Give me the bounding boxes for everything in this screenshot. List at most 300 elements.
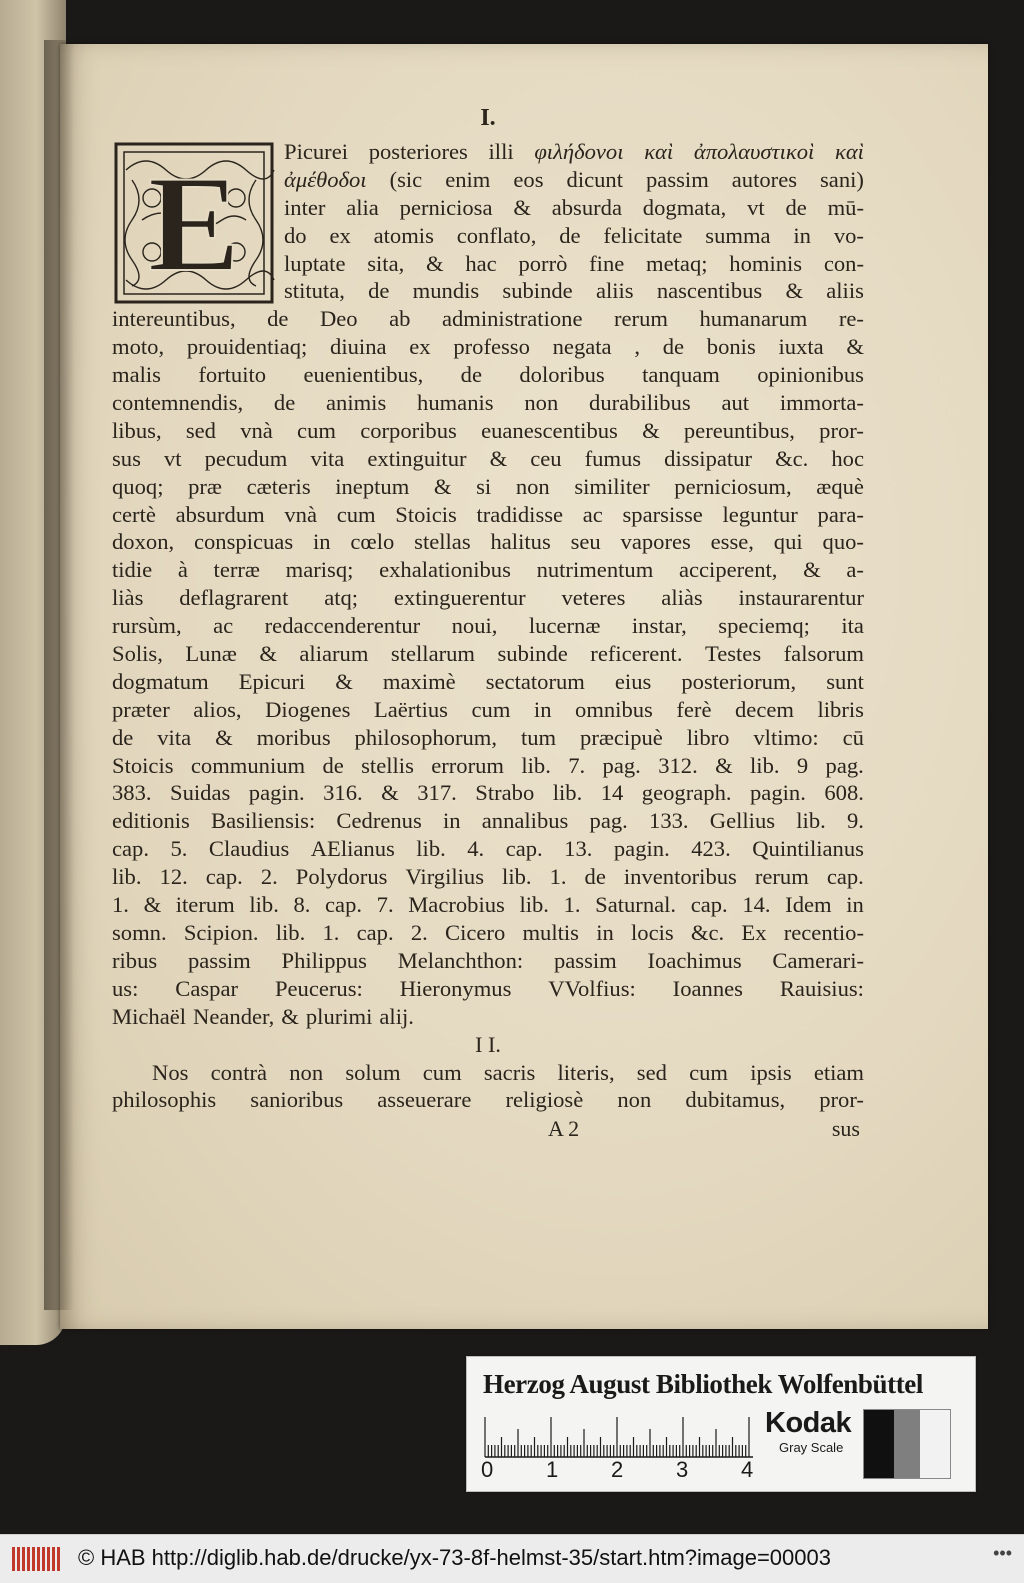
word: vt <box>747 194 765 220</box>
word: Deo <box>319 306 358 332</box>
word: Basiliensis: <box>211 808 316 834</box>
word: vltimo: <box>753 724 819 750</box>
word: 7. <box>376 892 394 918</box>
word: literis, <box>557 1059 615 1085</box>
word: non <box>515 473 550 499</box>
word: qui <box>773 529 803 555</box>
word: Nos <box>152 1059 189 1085</box>
page-text-block <box>112 98 864 1144</box>
word: pagin. <box>613 836 670 862</box>
word: cap. <box>505 836 543 862</box>
ruler-number: 2 <box>611 1457 624 1482</box>
caption-bar <box>0 1534 1024 1583</box>
word: tum <box>520 724 557 750</box>
word: perniciosa <box>399 194 493 220</box>
brand-sub-label: Gray Scale <box>779 1440 844 1455</box>
text-line <box>112 752 864 780</box>
word: de <box>273 390 296 416</box>
word: liàs <box>112 585 144 611</box>
word: mundis <box>412 278 480 304</box>
word: Camerari- <box>772 947 864 973</box>
word: in <box>533 696 552 722</box>
word: 317. <box>417 780 457 806</box>
text-line <box>112 668 864 696</box>
word: & <box>846 334 864 360</box>
word: similiter <box>574 473 650 499</box>
word: pror- <box>819 417 864 443</box>
word: tidie <box>112 557 153 583</box>
word: de <box>584 864 606 890</box>
word: & <box>803 557 821 583</box>
word: religiosè <box>505 1087 584 1113</box>
word: multis <box>522 919 579 945</box>
word: lucernæ <box>528 613 601 639</box>
word: Testes <box>704 641 762 667</box>
word: lib. <box>275 919 306 945</box>
word: Claudius <box>208 836 290 862</box>
word: lib. <box>796 808 826 834</box>
word: cū <box>842 724 864 750</box>
word: Stoicis <box>395 501 457 527</box>
ruler-number: 3 <box>676 1457 689 1482</box>
word: 12. <box>159 864 188 890</box>
word: 1. <box>549 864 567 890</box>
word: geograph. <box>641 780 732 806</box>
word: pagin. <box>750 780 806 806</box>
word: redaccenderentur <box>264 613 421 639</box>
word: re- <box>838 306 864 332</box>
word: in <box>596 919 614 945</box>
word: de <box>112 724 134 750</box>
text-line <box>112 333 864 361</box>
word: libus, <box>112 417 162 443</box>
word: Saturnal. <box>595 892 677 918</box>
word: humanarum <box>699 306 808 332</box>
word: , <box>634 334 640 360</box>
word: ἀμέθοδοι <box>284 166 367 192</box>
word: stellas <box>414 529 471 555</box>
word: eius <box>614 668 652 694</box>
word: aliàs <box>661 585 703 611</box>
word: Ioannes <box>672 975 743 1001</box>
word: fortuito <box>198 362 267 388</box>
text-line <box>112 835 864 863</box>
word: ex <box>409 334 431 360</box>
word: animis <box>326 390 387 416</box>
word: alia <box>346 194 379 220</box>
word: in <box>793 222 811 248</box>
word: rerum <box>614 306 668 332</box>
word: præ <box>188 473 222 499</box>
word: Philippus <box>281 947 367 973</box>
word: cæteris <box>246 473 311 499</box>
word: Strabo <box>475 780 535 806</box>
text-line <box>112 584 864 612</box>
word: durabilibus <box>589 390 691 416</box>
word: conspicuas <box>193 529 294 555</box>
word: lib. <box>112 864 142 890</box>
word: etiam <box>813 1059 864 1085</box>
word: 1. <box>563 892 581 918</box>
word: καὶ <box>834 139 864 164</box>
word: absurdum <box>175 501 265 527</box>
word: felicitate <box>603 222 683 248</box>
word: Lunæ <box>185 641 237 667</box>
section-heading-2: I I. <box>475 1031 501 1057</box>
word: 423. <box>691 836 731 862</box>
word: Peucerus: <box>274 975 363 1001</box>
word: philosophorum, <box>354 724 498 750</box>
word: instaurarentur <box>738 585 864 611</box>
word: & <box>433 473 452 499</box>
word: Virgilius <box>405 864 485 890</box>
word: AElianus <box>310 836 395 862</box>
word: & <box>489 445 508 471</box>
gray-swatch <box>920 1410 950 1478</box>
word: veteres <box>561 585 626 611</box>
word: administratione <box>441 306 583 332</box>
word: annalibus <box>481 808 569 834</box>
word: asseuerare <box>377 1087 472 1113</box>
drop-cap-letter: E <box>147 147 241 300</box>
logo-bar <box>32 1547 35 1571</box>
word: cap. <box>112 836 150 862</box>
word: 8. <box>293 892 311 918</box>
word: Scipion. <box>183 919 259 945</box>
word: & <box>513 194 531 220</box>
word: professo <box>453 334 530 360</box>
word: subinde <box>497 641 568 667</box>
word: Solis, <box>112 641 163 667</box>
text-line <box>112 556 864 584</box>
word: maximè <box>382 668 456 694</box>
word: plurimi <box>305 1003 373 1029</box>
word: prouidentiaq; <box>186 334 308 360</box>
word: passim <box>553 947 617 973</box>
word: lib. <box>750 752 780 778</box>
word: 312. <box>658 752 698 778</box>
word: euenientibus, <box>303 362 424 388</box>
color-reference-card <box>466 1356 976 1492</box>
word: lib. <box>249 892 279 918</box>
word: Caspar <box>175 975 239 1001</box>
logo-bar <box>47 1547 50 1571</box>
word: sacris <box>483 1059 536 1085</box>
word: doloribus <box>519 362 605 388</box>
logo-bar <box>27 1547 30 1571</box>
text-line <box>112 417 864 445</box>
word: esse, <box>710 529 754 555</box>
word: & <box>143 892 162 918</box>
word: fumus <box>584 445 642 471</box>
word: ferè <box>676 696 712 722</box>
word: vt <box>163 445 182 471</box>
word: hac <box>465 250 497 276</box>
word: & <box>215 724 233 750</box>
text-line <box>112 724 864 752</box>
text-line <box>112 445 864 473</box>
ruler-number: 0 <box>481 1457 494 1482</box>
word: 316. <box>323 780 363 806</box>
word: posteriores <box>368 139 468 164</box>
word: Epicuri <box>238 668 306 694</box>
word: in <box>846 892 864 918</box>
word: de <box>559 222 581 248</box>
word: acciperent, <box>678 557 778 583</box>
word: Gellius <box>709 808 776 834</box>
word: dissipatur <box>664 445 753 471</box>
word: 5. <box>170 836 188 862</box>
word: errorum <box>431 752 505 778</box>
word: hominis <box>729 250 803 276</box>
word: porrò <box>518 250 568 276</box>
word: 4. <box>467 836 485 862</box>
word: alios, <box>193 696 242 722</box>
text-line <box>112 1086 864 1114</box>
word: luptate <box>284 250 346 276</box>
word: posteriorum, <box>681 668 797 694</box>
word: Quintilianus <box>752 836 864 862</box>
text-line <box>112 1003 864 1031</box>
word: immorta- <box>779 390 864 416</box>
word: nutrimentum <box>536 557 654 583</box>
word: & <box>259 641 277 667</box>
word: lib. <box>416 836 446 862</box>
logo-bar <box>37 1547 40 1571</box>
word: 2. <box>410 919 428 945</box>
word: vnà <box>284 501 317 527</box>
ruler-number: 4 <box>741 1457 754 1482</box>
logo-bar <box>57 1547 60 1571</box>
word: iterum <box>175 892 235 918</box>
word: Rauisius: <box>779 975 864 1001</box>
word: 9. <box>846 808 864 834</box>
gray-scale-swatches <box>863 1409 951 1479</box>
word: mū- <box>827 194 864 220</box>
word: opinionibus <box>757 362 864 388</box>
word: libro <box>686 724 730 750</box>
word: aliis <box>826 278 864 304</box>
word: moribus <box>256 724 331 750</box>
word: Laërtius <box>373 696 448 722</box>
word: Stoicis <box>112 752 174 778</box>
gray-swatch <box>894 1410 920 1478</box>
word: cap. <box>205 864 243 890</box>
word: Neander, <box>193 1003 275 1029</box>
word: non <box>617 1087 652 1113</box>
word: non <box>524 390 559 416</box>
text-line <box>112 389 864 417</box>
word: vnà <box>240 417 273 443</box>
word: sectatorum <box>485 668 585 694</box>
word: terræ <box>213 557 260 583</box>
logo-bar <box>12 1547 15 1571</box>
word: lib. <box>552 780 583 806</box>
word: libris <box>817 696 864 722</box>
word: tradidisse <box>476 501 564 527</box>
word: us: <box>112 975 139 1001</box>
word: sparsisse <box>622 501 703 527</box>
word: vita <box>157 724 192 750</box>
word: halitus <box>490 529 551 555</box>
ruler-number: 1 <box>546 1457 559 1482</box>
page-footer <box>112 1114 864 1144</box>
word: passim <box>187 947 251 973</box>
word: communium <box>190 752 306 778</box>
word: fine <box>589 250 625 276</box>
word: 7. <box>568 752 586 778</box>
word: autores <box>731 166 798 192</box>
word: stituta, <box>284 278 345 304</box>
word: aut <box>721 390 750 416</box>
word: cum <box>422 1059 462 1085</box>
word: sed <box>636 1059 667 1085</box>
hab-logo-icon <box>10 1543 66 1575</box>
word: cap. <box>325 892 363 918</box>
logo-bar <box>52 1547 55 1571</box>
word: aliis <box>595 278 634 304</box>
word: pror- <box>819 1087 864 1113</box>
word: ineptum <box>335 473 410 499</box>
word: seu <box>570 529 601 555</box>
word: con- <box>823 250 864 276</box>
word: doxon, <box>112 529 175 555</box>
word: reficerent. <box>590 641 683 667</box>
word: pereuntibus, <box>683 417 795 443</box>
word: eos <box>513 166 544 192</box>
word: humanis <box>417 390 494 416</box>
more-options-icon[interactable]: ••• <box>993 1543 1012 1563</box>
word: cap. <box>356 919 394 945</box>
word: pagin. <box>248 780 305 806</box>
word: & <box>335 668 353 694</box>
word: omnibus <box>575 696 653 722</box>
text-line <box>112 779 864 807</box>
text-line <box>112 473 864 501</box>
word: cœlo <box>350 529 395 555</box>
word: ac <box>582 501 603 527</box>
word: de <box>785 194 807 220</box>
text-line <box>112 863 864 891</box>
word: dicunt <box>566 166 623 192</box>
word: de <box>267 306 289 332</box>
word: alij. <box>379 1003 414 1029</box>
word: 14. <box>742 892 771 918</box>
word: præter <box>112 696 170 722</box>
word: metaq; <box>646 250 708 276</box>
word: ἀπολαυστικοὶ <box>693 139 815 164</box>
word: Ioachimus <box>647 947 742 973</box>
word: de <box>662 334 685 360</box>
word: καὶ <box>644 139 674 164</box>
word: rursùm, <box>112 613 182 639</box>
word: falsorum <box>783 641 864 667</box>
decorated-initial-e <box>112 140 276 306</box>
word: 383. <box>112 780 152 806</box>
word: Idem <box>785 892 832 918</box>
word: ab <box>389 306 411 332</box>
word: inventoribus <box>623 864 737 890</box>
word: stellis <box>361 752 414 778</box>
word: pag. <box>589 808 628 834</box>
word: Cedrenus <box>336 808 422 834</box>
word: do <box>284 222 307 248</box>
catchword: sus <box>831 1116 860 1142</box>
paragraph-2 <box>112 1059 864 1115</box>
ruler-numbers <box>481 1457 771 1487</box>
word: 14 <box>600 780 624 806</box>
word: ex <box>329 222 351 248</box>
word: dogmata, <box>642 194 727 220</box>
word: vita <box>310 445 345 471</box>
word: sita, <box>367 250 405 276</box>
library-name: Herzog August Bibliothek Wolfenbüttel <box>483 1369 923 1399</box>
word: malis <box>112 362 161 388</box>
word: locis <box>631 919 674 945</box>
word: (sic <box>389 166 423 192</box>
word: de <box>368 278 390 304</box>
word: ita <box>841 613 864 639</box>
word: extinguitur <box>367 445 467 471</box>
word: φιλήδονοι <box>534 139 624 164</box>
word: quoq; <box>112 473 164 499</box>
word: non <box>289 1059 324 1085</box>
word: 1. <box>322 919 340 945</box>
text-line <box>112 640 864 668</box>
word: solum <box>345 1059 401 1085</box>
source-url[interactable]: © HAB http://diglib.hab.de/drucke/yx-73-8f-helmst-35/start.htm?image=00003 <box>78 1545 831 1570</box>
word: somn. <box>112 919 167 945</box>
word: Polydorus <box>295 864 388 890</box>
word: sani) <box>820 166 864 192</box>
word: ceu <box>530 445 562 471</box>
text-line <box>112 361 864 389</box>
word: atomis <box>373 222 434 248</box>
word: cap. <box>690 892 728 918</box>
word: Hieronymus <box>399 975 512 1001</box>
word: & <box>281 1003 299 1029</box>
word: Melanchthon: <box>397 947 524 973</box>
word: de <box>460 362 482 388</box>
word: & <box>715 752 733 778</box>
word: illi <box>488 139 514 164</box>
word: in <box>312 529 331 555</box>
word: 1. <box>112 892 129 918</box>
word: bonis <box>706 334 756 360</box>
word: & <box>642 417 660 443</box>
word: philosophis <box>112 1087 217 1113</box>
word: iuxta <box>778 334 824 360</box>
word: VVolfius: <box>548 975 636 1001</box>
word: corporibus <box>360 417 457 443</box>
word: lib. <box>521 752 551 778</box>
word: perniciosum, <box>674 473 792 499</box>
word: contrà <box>210 1059 268 1085</box>
text-line <box>112 891 864 919</box>
word: in <box>442 808 461 834</box>
word: stellarum <box>390 641 475 667</box>
word: editionis <box>112 808 190 834</box>
word: recentio- <box>783 919 864 945</box>
text-line <box>112 975 864 1003</box>
word: Michaël <box>112 1003 187 1029</box>
brand-label: Kodak <box>765 1407 852 1439</box>
word: Cicero <box>445 919 506 945</box>
word: enim <box>445 166 491 192</box>
word: sanioribus <box>250 1087 344 1113</box>
word: 2. <box>260 864 278 890</box>
logo-bar <box>42 1547 45 1571</box>
